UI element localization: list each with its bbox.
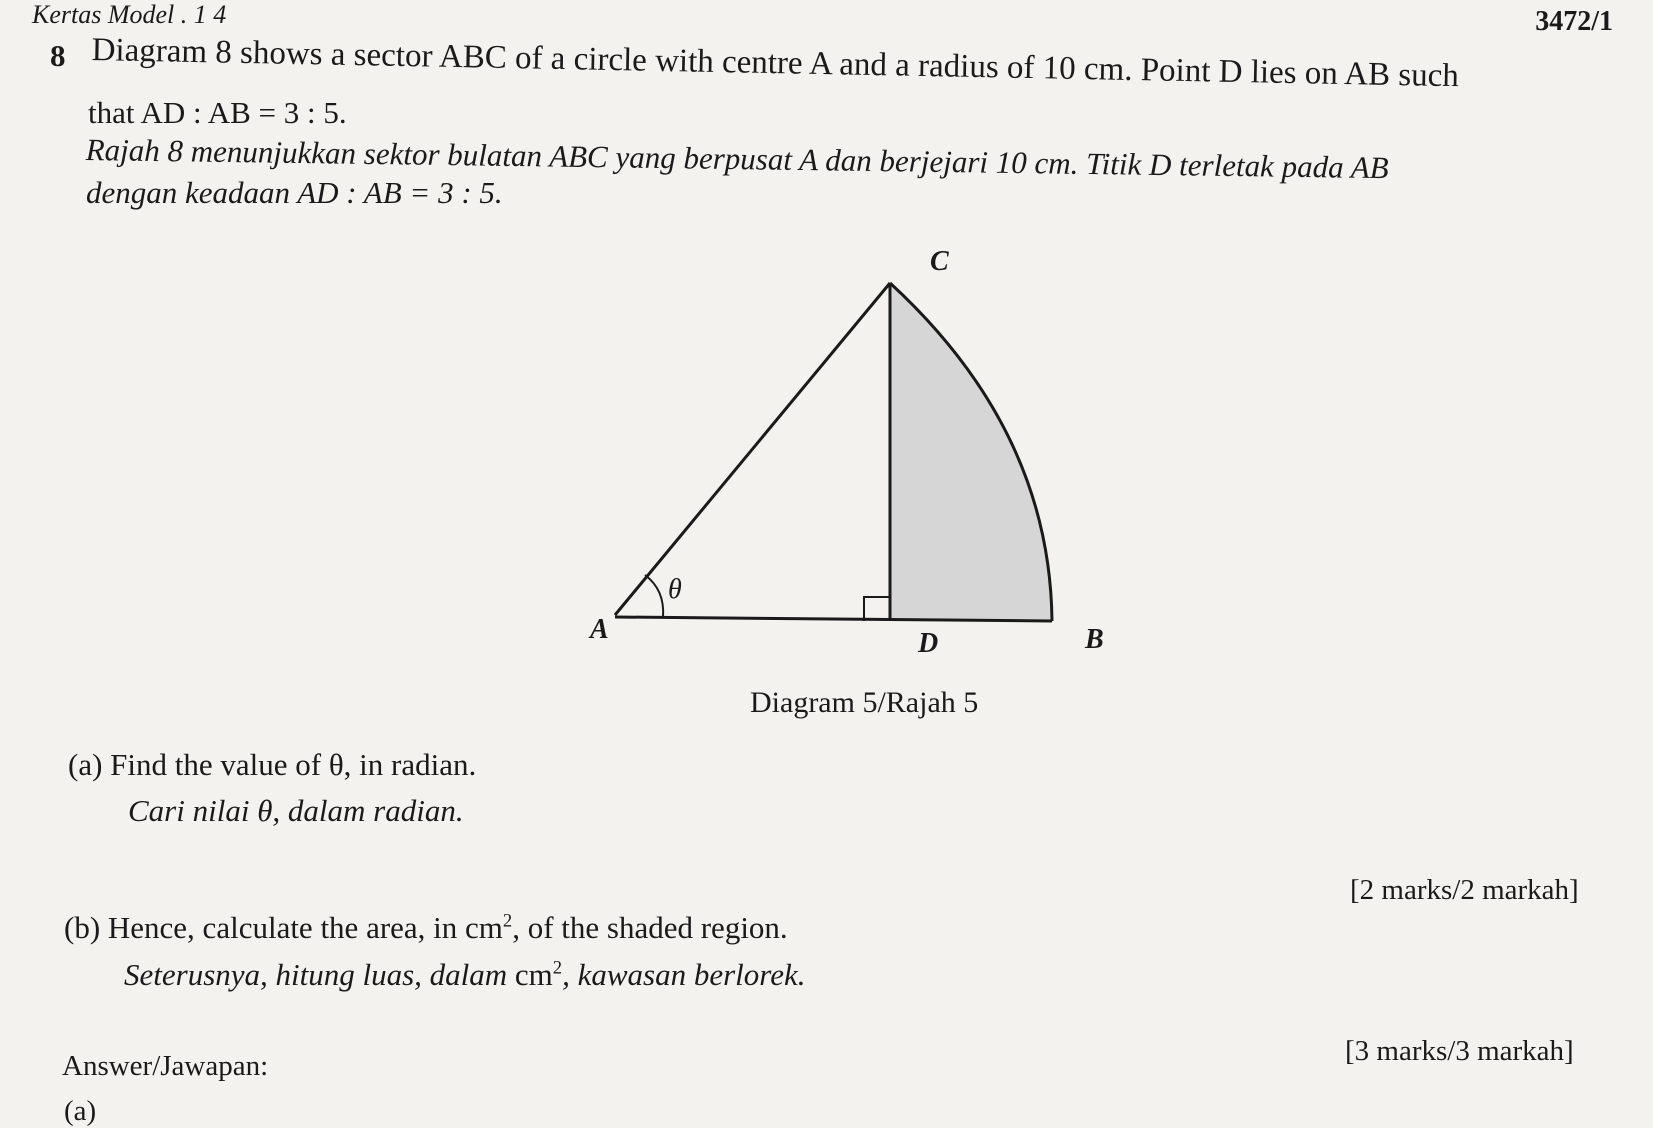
question-malay-line2: dengan keadaan AD : AB = 3 : 5. [86, 175, 503, 210]
paper-code: 3472/1 [1535, 6, 1613, 37]
answer-part-a-label: (a) [64, 1095, 97, 1127]
part-b-malay-superscript: 2 [552, 957, 563, 979]
paper-header-left: Kertas Model . 1 4 [32, 0, 227, 29]
part-b-malay-unit: cm [514, 957, 553, 992]
part-b-malay [124, 957, 805, 993]
part-b-malay-tail: , kawasan berlorek. [562, 957, 806, 992]
shaded-region [890, 283, 1052, 621]
part-b-english [64, 910, 788, 946]
label-b: B [1085, 624, 1104, 655]
part-b-malay-text: Seterusnya, hitung luas, dalam [124, 957, 515, 992]
part-a-english: (a) Find the value of θ, in radian. [68, 747, 477, 782]
label-theta: θ [668, 574, 682, 605]
question-number: 8 [50, 38, 66, 73]
part-a-malay: Cari nilai θ, dalam radian. [128, 793, 464, 828]
part-a-marks: [2 marks/2 markah] [1350, 874, 1579, 906]
question-english-line1: Diagram 8 shows a sector ABC of a circle with centre A and a radius of 10 cm. Point D lies on AB such [91, 32, 1460, 95]
label-d: D [918, 628, 939, 659]
part-b-english-superscript: 2 [502, 910, 513, 932]
theta-arc [645, 575, 663, 617]
question-english-line2: that AD : AB = 3 : 5. [88, 95, 347, 130]
part-b-english-tail: , of the shaded region. [512, 910, 788, 945]
label-c: C [930, 246, 949, 277]
part-b-english-text: (b) Hence, calculate the area, in cm [64, 910, 503, 945]
label-a: A [590, 614, 609, 645]
line-ac [615, 283, 890, 615]
right-angle-marker [864, 597, 890, 621]
diagram-caption: Diagram 5/Rajah 5 [750, 686, 979, 719]
part-b-marks: [3 marks/3 markah] [1345, 1035, 1574, 1067]
answer-label: Answer/Jawapan: [62, 1050, 269, 1082]
question-malay-line1: Rajah 8 menunjukkan sektor bulatan ABC yang berpusat A dan berjejari 10 cm. Titik D terletak pada AB [85, 132, 1389, 186]
